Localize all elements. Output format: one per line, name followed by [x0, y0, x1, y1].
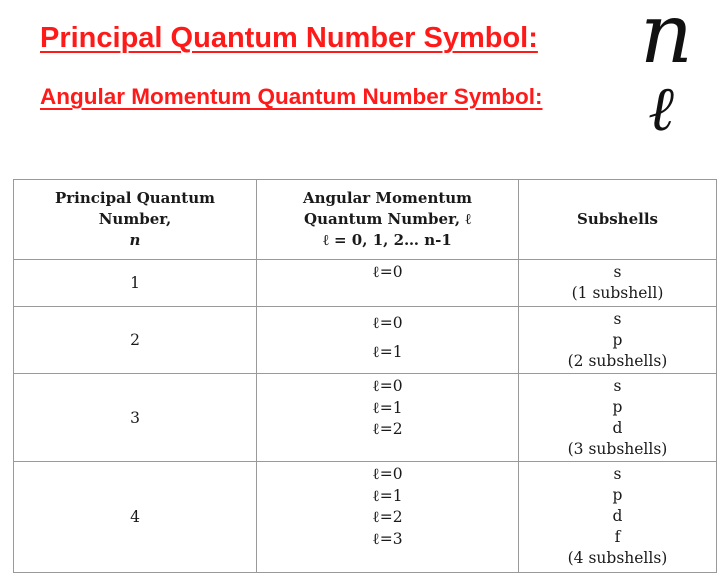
quantum-number-table: [13, 179, 717, 573]
angular-symbol-heading: Angular Momentum Quantum Number Symbol:: [40, 84, 543, 109]
principal-symbol: n: [640, 0, 693, 82]
header-angular-line: Quantum Number, ℓ: [304, 210, 471, 228]
ell-value: ℓ=1: [372, 486, 403, 505]
ell-values: [257, 462, 519, 573]
header-angular: [257, 180, 519, 260]
ell-value: ℓ=0: [372, 465, 403, 483]
subshell-value: s: [613, 263, 622, 281]
n-value: 4: [14, 462, 257, 573]
table-header-row: [14, 180, 717, 260]
ell-value: ℓ=1: [372, 343, 403, 361]
header-angular-line: ℓ = 0, 1, 2… n-1: [323, 231, 452, 249]
n-value: 2: [14, 307, 257, 374]
ell-values: [257, 374, 519, 462]
header-principal-line: Principal Quantum: [54, 189, 216, 207]
subshell-value: s: [613, 377, 622, 395]
ell-value: ℓ=2: [372, 420, 403, 438]
ell-value: ℓ=0: [372, 377, 403, 395]
table-row: [14, 462, 717, 573]
ell-value: ℓ=0: [372, 314, 403, 332]
subshell-count: (1 subshell): [571, 284, 664, 302]
ell-value: ℓ=3: [372, 529, 403, 548]
subshell-value: p: [612, 331, 623, 349]
subshell-value: d: [612, 507, 623, 525]
subshell-value: f: [614, 528, 621, 546]
principal-symbol-heading: Principal Quantum Number Symbol:: [40, 22, 538, 54]
subshell-value: p: [612, 486, 623, 504]
ell-value: ℓ=0: [372, 263, 403, 281]
subshell-values: [519, 374, 717, 462]
ell-value: ℓ=2: [372, 508, 403, 526]
subshell-count: (3 subshells): [567, 440, 668, 458]
subshell-value: s: [613, 310, 622, 328]
table-row: [14, 307, 717, 374]
angular-symbol: ℓ: [648, 72, 674, 145]
ell-values: [257, 260, 519, 307]
n-value: 3: [14, 374, 257, 462]
subshell-count: (4 subshells): [567, 549, 668, 567]
header-angular-line: Angular Momentum: [302, 189, 473, 207]
subshell-value: d: [612, 419, 623, 437]
table-row: [14, 374, 717, 462]
ell-values: [257, 307, 519, 374]
header-principal-line: Number,: [98, 210, 172, 228]
subshell-values: [519, 307, 717, 374]
subshell-count: (2 subshells): [567, 352, 668, 370]
header-principal: [14, 180, 257, 260]
table-row: [14, 260, 717, 307]
header-subshells: Subshells: [519, 180, 717, 260]
n-value: 1: [14, 260, 257, 307]
header-principal-line: n: [129, 231, 141, 249]
subshell-values: [519, 260, 717, 307]
subshell-value: p: [612, 398, 623, 416]
ell-value: ℓ=1: [372, 398, 403, 417]
subshell-value: s: [613, 465, 622, 483]
subshell-values: [519, 462, 717, 573]
